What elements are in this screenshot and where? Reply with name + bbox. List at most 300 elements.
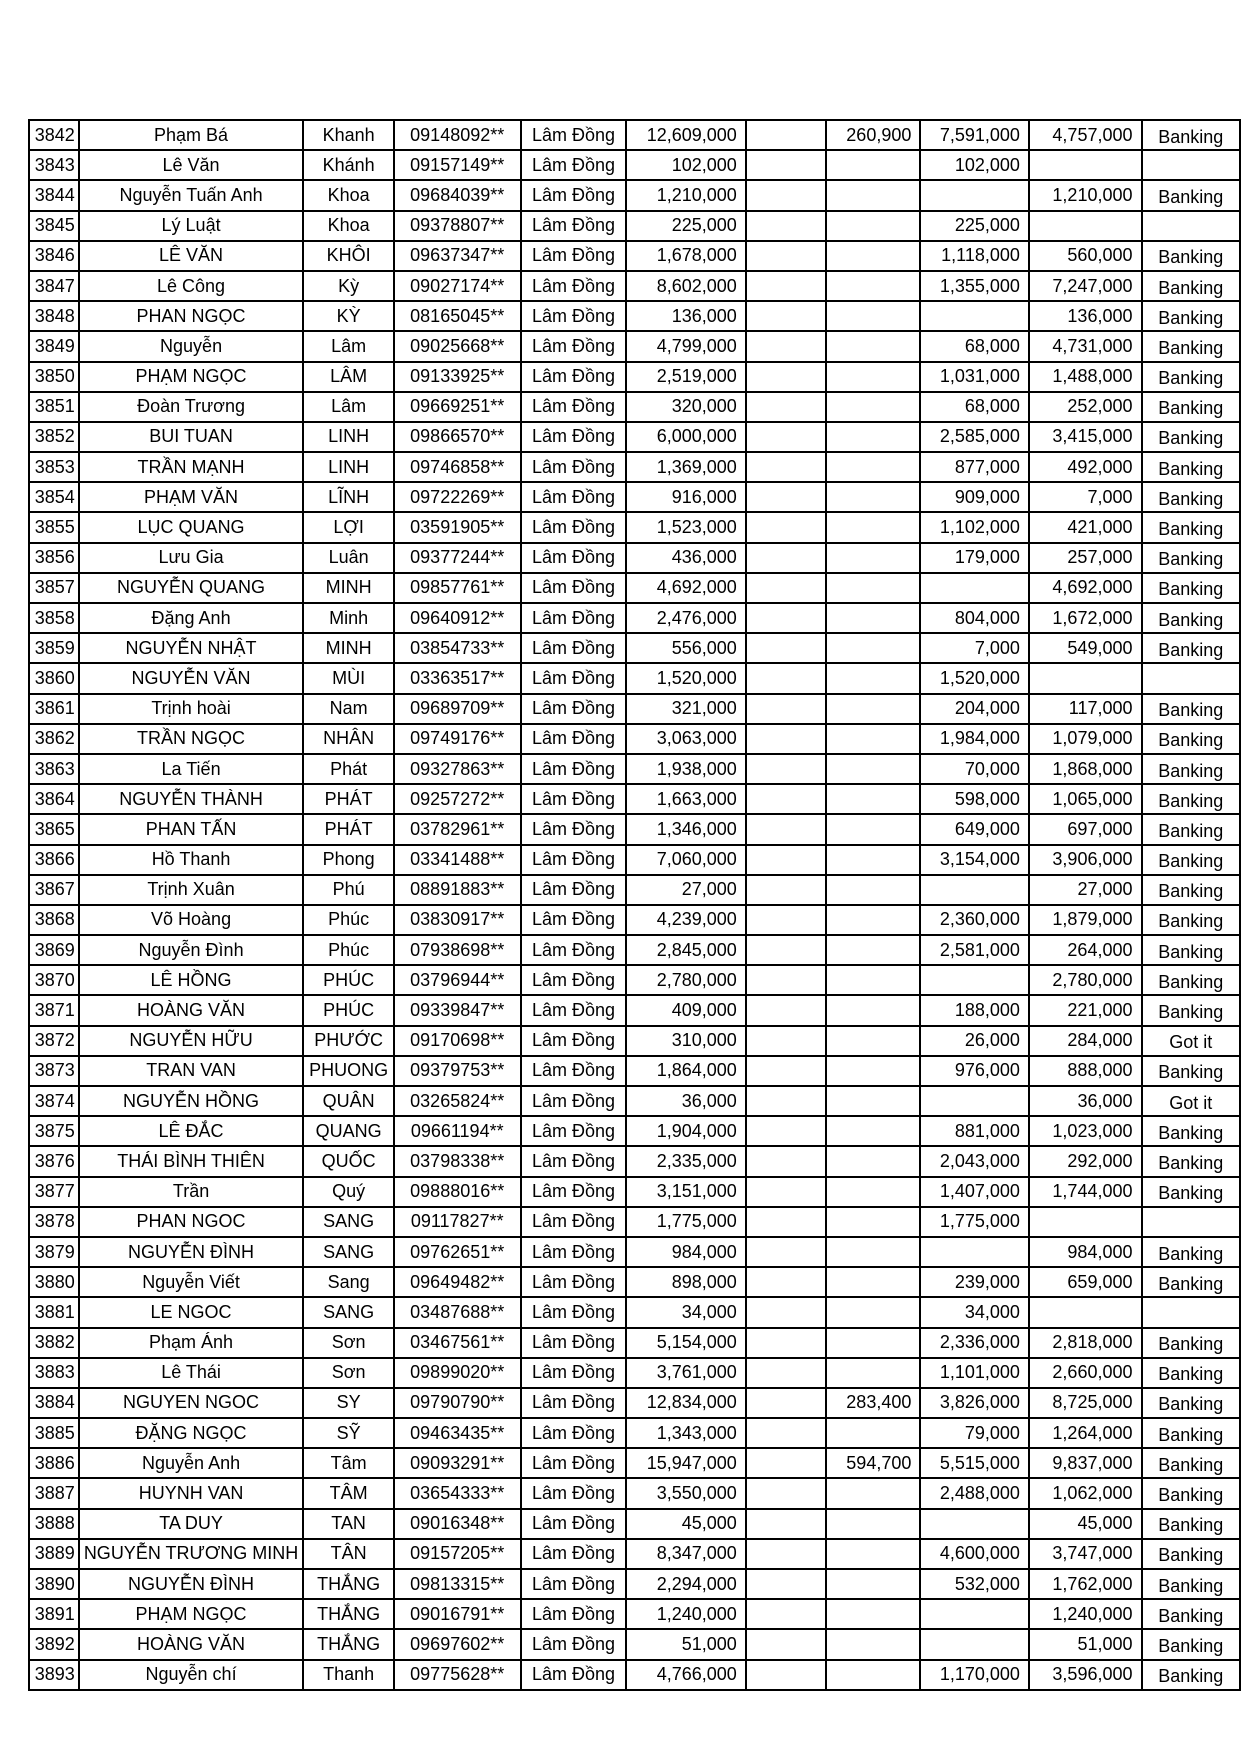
phone-cell: 09762651** — [394, 1237, 521, 1267]
table-row — [29, 1177, 1240, 1207]
amount-3-cell: 3,906,000 — [1029, 845, 1142, 875]
amount-1-cell — [826, 1086, 920, 1116]
amount-1-cell — [826, 1056, 920, 1086]
amount-2-cell — [920, 1237, 1029, 1267]
amount-3-cell: 560,000 — [1029, 241, 1142, 271]
province-cell: Lâm Đồng — [521, 1358, 627, 1388]
total-amount-cell: 3,550,000 — [626, 1478, 745, 1508]
amount-1-cell — [826, 995, 920, 1025]
empty-amount-cell — [746, 1418, 826, 1448]
phone-cell: 09327863** — [394, 754, 521, 784]
phone-cell: 09857761** — [394, 573, 521, 603]
province-cell: Lâm Đồng — [521, 271, 627, 301]
first-name-cell: Tâm — [303, 1448, 394, 1478]
amount-2-cell: 1,775,000 — [920, 1207, 1029, 1237]
empty-amount-cell — [746, 392, 826, 422]
total-amount-cell: 1,240,000 — [626, 1599, 745, 1629]
table-row — [29, 1297, 1240, 1327]
amount-2-cell: 1,101,000 — [920, 1358, 1029, 1388]
phone-cell: 03798338** — [394, 1146, 521, 1176]
row-number-cell: 3877 — [29, 1177, 79, 1207]
amount-3-cell: 2,780,000 — [1029, 965, 1142, 995]
total-amount-cell: 1,663,000 — [626, 784, 745, 814]
empty-amount-cell — [746, 724, 826, 754]
province-cell: Lâm Đồng — [521, 1448, 627, 1478]
amount-2-cell — [920, 965, 1029, 995]
first-name-cell: LĨNH — [303, 482, 394, 512]
row-number-cell: 3855 — [29, 512, 79, 542]
row-number-cell: 3881 — [29, 1297, 79, 1327]
first-name-cell: Luân — [303, 543, 394, 573]
row-number-cell: 3862 — [29, 724, 79, 754]
payment-method-cell: Banking — [1142, 1660, 1241, 1690]
total-amount-cell: 3,151,000 — [626, 1177, 745, 1207]
empty-amount-cell — [746, 1478, 826, 1508]
empty-amount-cell — [746, 1569, 826, 1599]
payment-method-cell: Banking — [1142, 241, 1241, 271]
last-middle-name-cell: LE NGOC — [79, 1297, 303, 1327]
table-row — [29, 905, 1240, 935]
table-row — [29, 935, 1240, 965]
empty-amount-cell — [746, 905, 826, 935]
amount-3-cell: 27,000 — [1029, 875, 1142, 905]
phone-cell: 09866570** — [394, 422, 521, 452]
amount-1-cell — [826, 724, 920, 754]
payment-method-cell: Banking — [1142, 452, 1241, 482]
amount-3-cell: 888,000 — [1029, 1056, 1142, 1086]
row-number-cell: 3885 — [29, 1418, 79, 1448]
amount-2-cell: 2,581,000 — [920, 935, 1029, 965]
table-row — [29, 573, 1240, 603]
phone-cell: 09378807** — [394, 211, 521, 241]
amount-3-cell: 2,818,000 — [1029, 1328, 1142, 1358]
phone-cell: 03830917** — [394, 905, 521, 935]
last-middle-name-cell: Lê Thái — [79, 1358, 303, 1388]
empty-amount-cell — [746, 271, 826, 301]
amount-2-cell — [920, 573, 1029, 603]
amount-3-cell: 292,000 — [1029, 1146, 1142, 1176]
amount-2-cell: 188,000 — [920, 995, 1029, 1025]
amount-2-cell: 877,000 — [920, 452, 1029, 482]
amount-3-cell: 4,731,000 — [1029, 331, 1142, 361]
total-amount-cell: 2,476,000 — [626, 603, 745, 633]
amount-3-cell: 1,762,000 — [1029, 1569, 1142, 1599]
province-cell: Lâm Đồng — [521, 452, 627, 482]
amount-1-cell — [826, 422, 920, 452]
first-name-cell: Khánh — [303, 150, 394, 180]
amount-3-cell: 1,079,000 — [1029, 724, 1142, 754]
province-cell: Lâm Đồng — [521, 1026, 627, 1056]
payment-method-cell: Banking — [1142, 362, 1241, 392]
amount-1-cell — [826, 814, 920, 844]
total-amount-cell: 6,000,000 — [626, 422, 745, 452]
amount-1-cell — [826, 754, 920, 784]
table-row — [29, 1629, 1240, 1659]
province-cell: Lâm Đồng — [521, 875, 627, 905]
last-middle-name-cell: Lê Công — [79, 271, 303, 301]
first-name-cell: KỲ — [303, 301, 394, 331]
empty-amount-cell — [746, 1116, 826, 1146]
total-amount-cell: 2,780,000 — [626, 965, 745, 995]
last-middle-name-cell: LÊ ĐẮC — [79, 1116, 303, 1146]
row-number-cell: 3864 — [29, 784, 79, 814]
amount-1-cell — [826, 180, 920, 210]
row-number-cell: 3874 — [29, 1086, 79, 1116]
first-name-cell: QUANG — [303, 1116, 394, 1146]
amount-3-cell: 3,596,000 — [1029, 1660, 1142, 1690]
empty-amount-cell — [746, 1629, 826, 1659]
last-middle-name-cell: NGUYỄN THÀNH — [79, 784, 303, 814]
table-row — [29, 1146, 1240, 1176]
row-number-cell: 3849 — [29, 331, 79, 361]
table-row — [29, 965, 1240, 995]
phone-cell: 09257272** — [394, 784, 521, 814]
amount-3-cell: 45,000 — [1029, 1509, 1142, 1539]
total-amount-cell: 36,000 — [626, 1086, 745, 1116]
total-amount-cell: 898,000 — [626, 1267, 745, 1297]
empty-amount-cell — [746, 633, 826, 663]
row-number-cell: 3848 — [29, 301, 79, 331]
table-row — [29, 301, 1240, 331]
last-middle-name-cell: HOÀNG VĂN — [79, 1629, 303, 1659]
province-cell: Lâm Đồng — [521, 754, 627, 784]
row-number-cell: 3854 — [29, 482, 79, 512]
amount-3-cell: 1,744,000 — [1029, 1177, 1142, 1207]
last-middle-name-cell: Nguyễn chí — [79, 1660, 303, 1690]
amount-1-cell — [826, 1237, 920, 1267]
last-middle-name-cell: Nguyễn — [79, 331, 303, 361]
amount-1-cell — [826, 1478, 920, 1508]
amount-1-cell — [826, 694, 920, 724]
empty-amount-cell — [746, 1448, 826, 1478]
empty-amount-cell — [746, 1146, 826, 1176]
first-name-cell: Nam — [303, 694, 394, 724]
payment-method-cell: Banking — [1142, 180, 1241, 210]
empty-amount-cell — [746, 150, 826, 180]
amount-2-cell: 1,102,000 — [920, 512, 1029, 542]
row-number-cell: 3861 — [29, 694, 79, 724]
table-row — [29, 1267, 1240, 1297]
amount-2-cell: 26,000 — [920, 1026, 1029, 1056]
total-amount-cell: 2,294,000 — [626, 1569, 745, 1599]
province-cell: Lâm Đồng — [521, 1599, 627, 1629]
amount-1-cell — [826, 1297, 920, 1327]
first-name-cell: Khoa — [303, 180, 394, 210]
phone-cell: 03487688** — [394, 1297, 521, 1327]
empty-amount-cell — [746, 452, 826, 482]
amount-2-cell: 804,000 — [920, 603, 1029, 633]
table-row — [29, 845, 1240, 875]
total-amount-cell: 15,947,000 — [626, 1448, 745, 1478]
payment-method-cell: Banking — [1142, 1509, 1241, 1539]
province-cell: Lâm Đồng — [521, 1569, 627, 1599]
amount-1-cell — [826, 905, 920, 935]
amount-3-cell: 51,000 — [1029, 1629, 1142, 1659]
amount-1-cell — [826, 784, 920, 814]
table-row — [29, 724, 1240, 754]
total-amount-cell: 556,000 — [626, 633, 745, 663]
amount-1-cell — [826, 1629, 920, 1659]
first-name-cell: Sơn — [303, 1328, 394, 1358]
payment-method-cell: Banking — [1142, 1146, 1241, 1176]
phone-cell: 09379753** — [394, 1056, 521, 1086]
first-name-cell: Minh — [303, 603, 394, 633]
empty-amount-cell — [746, 1599, 826, 1629]
amount-1-cell — [826, 392, 920, 422]
phone-cell: 09640912** — [394, 603, 521, 633]
amount-2-cell: 7,000 — [920, 633, 1029, 663]
table-row — [29, 1448, 1240, 1478]
empty-amount-cell — [746, 362, 826, 392]
empty-amount-cell — [746, 1177, 826, 1207]
amount-1-cell: 594,700 — [826, 1448, 920, 1478]
total-amount-cell: 409,000 — [626, 995, 745, 1025]
empty-amount-cell — [746, 211, 826, 241]
first-name-cell: SANG — [303, 1207, 394, 1237]
amount-3-cell: 549,000 — [1029, 633, 1142, 663]
amount-3-cell: 3,747,000 — [1029, 1539, 1142, 1569]
empty-amount-cell — [746, 1539, 826, 1569]
payment-method-cell: Banking — [1142, 482, 1241, 512]
table-row — [29, 995, 1240, 1025]
last-middle-name-cell: Hồ Thanh — [79, 845, 303, 875]
empty-amount-cell — [746, 180, 826, 210]
payment-method-cell: Banking — [1142, 392, 1241, 422]
payment-method-cell: Banking — [1142, 1267, 1241, 1297]
last-middle-name-cell: PHẠM NGỌC — [79, 1599, 303, 1629]
empty-amount-cell — [746, 875, 826, 905]
row-number-cell: 3873 — [29, 1056, 79, 1086]
table-row — [29, 482, 1240, 512]
amount-1-cell — [826, 1328, 920, 1358]
amount-2-cell: 3,826,000 — [920, 1388, 1029, 1418]
first-name-cell: SY — [303, 1388, 394, 1418]
payment-method-cell: Banking — [1142, 1116, 1241, 1146]
row-number-cell: 3851 — [29, 392, 79, 422]
row-number-cell: 3871 — [29, 995, 79, 1025]
first-name-cell: Phúc — [303, 935, 394, 965]
total-amount-cell: 1,343,000 — [626, 1418, 745, 1448]
phone-cell: 03341488** — [394, 845, 521, 875]
amount-3-cell: 492,000 — [1029, 452, 1142, 482]
empty-amount-cell — [746, 784, 826, 814]
province-cell: Lâm Đồng — [521, 512, 627, 542]
phone-cell: 09749176** — [394, 724, 521, 754]
last-middle-name-cell: NGUYỄN HỮU — [79, 1026, 303, 1056]
phone-cell: 09684039** — [394, 180, 521, 210]
empty-amount-cell — [746, 1207, 826, 1237]
total-amount-cell: 3,063,000 — [626, 724, 745, 754]
payment-method-cell — [1142, 211, 1241, 241]
amount-2-cell: 102,000 — [920, 150, 1029, 180]
province-cell: Lâm Đồng — [521, 392, 627, 422]
empty-amount-cell — [746, 120, 826, 150]
total-amount-cell: 1,775,000 — [626, 1207, 745, 1237]
amount-2-cell: 649,000 — [920, 814, 1029, 844]
phone-cell: 08165045** — [394, 301, 521, 331]
empty-amount-cell — [746, 663, 826, 693]
total-amount-cell: 34,000 — [626, 1297, 745, 1327]
last-middle-name-cell: LỤC QUANG — [79, 512, 303, 542]
province-cell: Lâm Đồng — [521, 603, 627, 633]
phone-cell: 03363517** — [394, 663, 521, 693]
amount-1-cell — [826, 452, 920, 482]
empty-amount-cell — [746, 301, 826, 331]
province-cell: Lâm Đồng — [521, 965, 627, 995]
amount-2-cell: 598,000 — [920, 784, 1029, 814]
phone-cell: 08891883** — [394, 875, 521, 905]
payment-method-cell: Banking — [1142, 965, 1241, 995]
total-amount-cell: 1,520,000 — [626, 663, 745, 693]
amount-1-cell — [826, 1539, 920, 1569]
amount-2-cell: 2,360,000 — [920, 905, 1029, 935]
amount-3-cell: 659,000 — [1029, 1267, 1142, 1297]
total-amount-cell: 51,000 — [626, 1629, 745, 1659]
phone-cell: 09025668** — [394, 331, 521, 361]
total-amount-cell: 1,938,000 — [626, 754, 745, 784]
amount-3-cell — [1029, 1297, 1142, 1327]
phone-cell: 09148092** — [394, 120, 521, 150]
empty-amount-cell — [746, 1328, 826, 1358]
province-cell: Lâm Đồng — [521, 150, 627, 180]
empty-amount-cell — [746, 1267, 826, 1297]
payment-method-cell — [1142, 1297, 1241, 1327]
payment-method-cell: Banking — [1142, 845, 1241, 875]
row-number-cell: 3846 — [29, 241, 79, 271]
table-row — [29, 422, 1240, 452]
amount-2-cell — [920, 1599, 1029, 1629]
last-middle-name-cell: TRẦN MẠNH — [79, 452, 303, 482]
amount-1-cell — [826, 543, 920, 573]
amount-1-cell — [826, 301, 920, 331]
first-name-cell: PHƯỚC — [303, 1026, 394, 1056]
amount-3-cell: 7,247,000 — [1029, 271, 1142, 301]
payment-method-cell: Banking — [1142, 1177, 1241, 1207]
amount-3-cell: 221,000 — [1029, 995, 1142, 1025]
phone-cell: 09697602** — [394, 1629, 521, 1659]
table-row — [29, 1478, 1240, 1508]
total-amount-cell: 1,369,000 — [626, 452, 745, 482]
last-middle-name-cell: Phạm Ánh — [79, 1328, 303, 1358]
amount-3-cell: 1,240,000 — [1029, 1599, 1142, 1629]
amount-1-cell — [826, 663, 920, 693]
table-row — [29, 1388, 1240, 1418]
amount-2-cell: 1,170,000 — [920, 1660, 1029, 1690]
total-amount-cell: 916,000 — [626, 482, 745, 512]
total-amount-cell: 984,000 — [626, 1237, 745, 1267]
amount-1-cell — [826, 603, 920, 633]
phone-cell: 07938698** — [394, 935, 521, 965]
amount-3-cell: 697,000 — [1029, 814, 1142, 844]
amount-3-cell: 252,000 — [1029, 392, 1142, 422]
last-middle-name-cell: Trịnh Xuân — [79, 875, 303, 905]
amount-3-cell: 1,210,000 — [1029, 180, 1142, 210]
table-row — [29, 1418, 1240, 1448]
province-cell: Lâm Đồng — [521, 1328, 627, 1358]
amount-3-cell: 117,000 — [1029, 694, 1142, 724]
amount-1-cell — [826, 1177, 920, 1207]
total-amount-cell: 4,766,000 — [626, 1660, 745, 1690]
province-cell: Lâm Đồng — [521, 694, 627, 724]
first-name-cell: Lâm — [303, 392, 394, 422]
row-number-cell: 3850 — [29, 362, 79, 392]
empty-amount-cell — [746, 331, 826, 361]
amount-2-cell: 3,154,000 — [920, 845, 1029, 875]
table-row — [29, 211, 1240, 241]
last-middle-name-cell: NGUYỄN TRƯƠNG MINH — [79, 1539, 303, 1569]
first-name-cell: Thanh — [303, 1660, 394, 1690]
phone-cell: 09689709** — [394, 694, 521, 724]
total-amount-cell: 12,834,000 — [626, 1388, 745, 1418]
row-number-cell: 3879 — [29, 1237, 79, 1267]
province-cell: Lâm Đồng — [521, 845, 627, 875]
last-middle-name-cell: NGUYỄN VĂN — [79, 663, 303, 693]
amount-2-cell: 4,600,000 — [920, 1539, 1029, 1569]
row-number-cell: 3842 — [29, 120, 79, 150]
amount-1-cell — [826, 482, 920, 512]
last-middle-name-cell: TRẦN NGỌC — [79, 724, 303, 754]
amount-1-cell — [826, 1267, 920, 1297]
payment-method-cell: Banking — [1142, 271, 1241, 301]
empty-amount-cell — [746, 543, 826, 573]
row-number-cell: 3880 — [29, 1267, 79, 1297]
last-middle-name-cell: PHẠM VĂN — [79, 482, 303, 512]
amount-3-cell: 284,000 — [1029, 1026, 1142, 1056]
amount-1-cell — [826, 1660, 920, 1690]
row-number-cell: 3843 — [29, 150, 79, 180]
total-amount-cell: 2,335,000 — [626, 1146, 745, 1176]
total-amount-cell: 1,210,000 — [626, 180, 745, 210]
first-name-cell: SANG — [303, 1237, 394, 1267]
total-amount-cell: 27,000 — [626, 875, 745, 905]
province-cell: Lâm Đồng — [521, 1660, 627, 1690]
table-row — [29, 1599, 1240, 1629]
province-cell: Lâm Đồng — [521, 784, 627, 814]
amount-3-cell: 7,000 — [1029, 482, 1142, 512]
province-cell: Lâm Đồng — [521, 482, 627, 512]
amount-1-cell — [826, 1358, 920, 1388]
last-middle-name-cell: NGUYỄN QUANG — [79, 573, 303, 603]
amount-2-cell: 1,407,000 — [920, 1177, 1029, 1207]
amount-3-cell: 1,488,000 — [1029, 362, 1142, 392]
first-name-cell: PHUONG — [303, 1056, 394, 1086]
table-row — [29, 1026, 1240, 1056]
phone-cell: 09649482** — [394, 1267, 521, 1297]
phone-cell: 09888016** — [394, 1177, 521, 1207]
total-amount-cell: 4,799,000 — [626, 331, 745, 361]
payment-method-cell: Banking — [1142, 422, 1241, 452]
row-number-cell: 3891 — [29, 1599, 79, 1629]
phone-cell: 03782961** — [394, 814, 521, 844]
payment-method-cell: Banking — [1142, 1328, 1241, 1358]
first-name-cell: QUÂN — [303, 1086, 394, 1116]
amount-3-cell: 8,725,000 — [1029, 1388, 1142, 1418]
phone-cell: 09661194** — [394, 1116, 521, 1146]
first-name-cell: LỢI — [303, 512, 394, 542]
payment-method-cell: Banking — [1142, 814, 1241, 844]
empty-amount-cell — [746, 573, 826, 603]
table-row — [29, 1328, 1240, 1358]
amount-1-cell — [826, 935, 920, 965]
amount-2-cell: 881,000 — [920, 1116, 1029, 1146]
total-amount-cell: 136,000 — [626, 301, 745, 331]
row-number-cell: 3853 — [29, 452, 79, 482]
empty-amount-cell — [746, 603, 826, 633]
total-amount-cell: 45,000 — [626, 1509, 745, 1539]
payment-method-cell: Banking — [1142, 995, 1241, 1025]
amount-2-cell: 68,000 — [920, 331, 1029, 361]
payment-method-cell — [1142, 1207, 1241, 1237]
